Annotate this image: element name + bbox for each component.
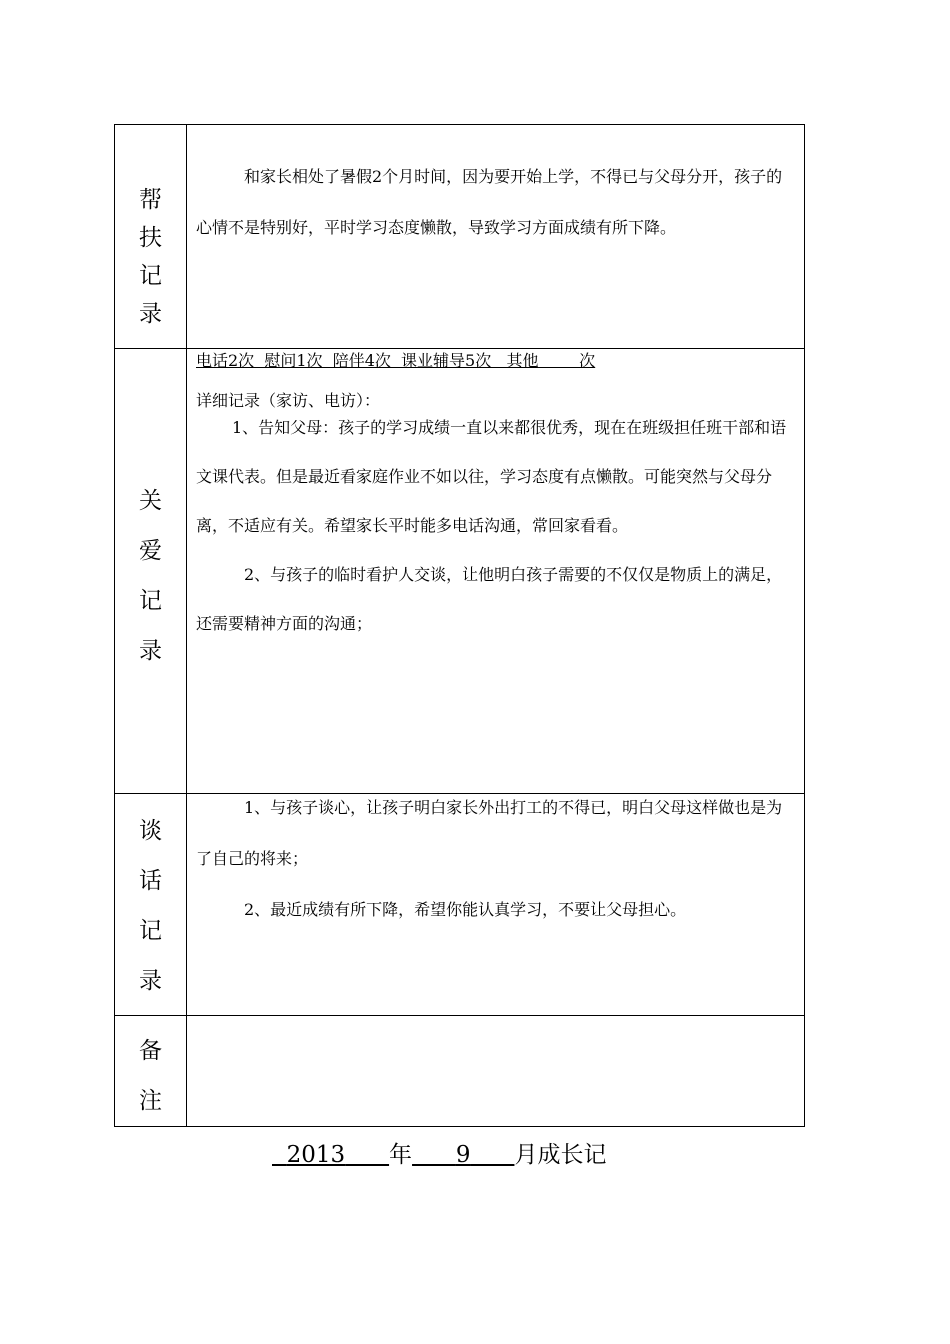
- label-char: 录: [139, 968, 162, 994]
- note-row: [115, 1016, 805, 1127]
- care-record-row: [115, 349, 805, 794]
- note-content: [187, 1016, 805, 1127]
- talk-record-row: [115, 794, 805, 1016]
- record-table: [114, 124, 805, 1127]
- label-char: 谈: [139, 818, 162, 844]
- label-char: 记: [139, 263, 162, 289]
- label-char: 录: [139, 638, 162, 664]
- talk-record-content: [187, 794, 805, 1016]
- label-char: 关: [139, 488, 162, 514]
- footer-month: 9: [455, 1142, 471, 1168]
- talk-record-label: [115, 794, 187, 1016]
- care-item-1: 1、告知父母：孩子的学习成绩一直以来都很优秀，现在在班级担任班干部和语文课代表。但是最近看家庭作业不如以往，学习态度有点懒散。可能突然与父母分离，不适应有关。希望家长平时能多电话沟通，常回家看看。: [196, 418, 787, 535]
- talk-item-1: 1、与孩子谈心，让孩子明白家长外出打工的不得已，明白父母这样做也是为了自己的将来；: [196, 798, 783, 868]
- care-record-label: [115, 349, 187, 794]
- footer-date-line: [272, 1136, 606, 1169]
- label-char: 记: [139, 918, 162, 944]
- label-char: 扶: [139, 225, 162, 251]
- care-record-content: [187, 349, 805, 794]
- help-record-text: 和家长相处了暑假2个月时间，因为要开始上学，不得已与父母分开，孩子的心情不是特别好，平时学习态度懒散，导致学习方面成绩有所下降。: [196, 167, 783, 237]
- help-record-row: [115, 125, 805, 349]
- footer-year: 2013: [286, 1142, 346, 1168]
- label-char: 话: [139, 868, 162, 894]
- label-char: 注: [139, 1088, 162, 1114]
- footer-suffix: 月成长记: [514, 1142, 607, 1168]
- care-detail-heading: 详细记录（家访、电访）：: [196, 391, 381, 410]
- label-char: 备: [139, 1038, 162, 1064]
- label-char: 爱: [139, 538, 162, 564]
- care-summary-line: 电话2次 慰问1次 陪伴4次 课业辅导5次 其他 次: [196, 351, 596, 370]
- label-char: 记: [139, 588, 162, 614]
- label-char: 录: [139, 301, 162, 327]
- care-item-2: 2、与孩子的临时看护人交谈，让他明白孩子需要的不仅仅是物质上的满足，还需要精神方面的沟通；: [196, 565, 783, 633]
- footer-year-unit: 年: [389, 1142, 413, 1168]
- help-record-label: [115, 125, 187, 349]
- talk-item-2: 2、最近成绩有所下降，希望你能认真学习，不要让父母担心。: [244, 900, 687, 919]
- help-record-content: [187, 125, 805, 349]
- label-char: 帮: [139, 187, 162, 213]
- note-label: [115, 1016, 187, 1127]
